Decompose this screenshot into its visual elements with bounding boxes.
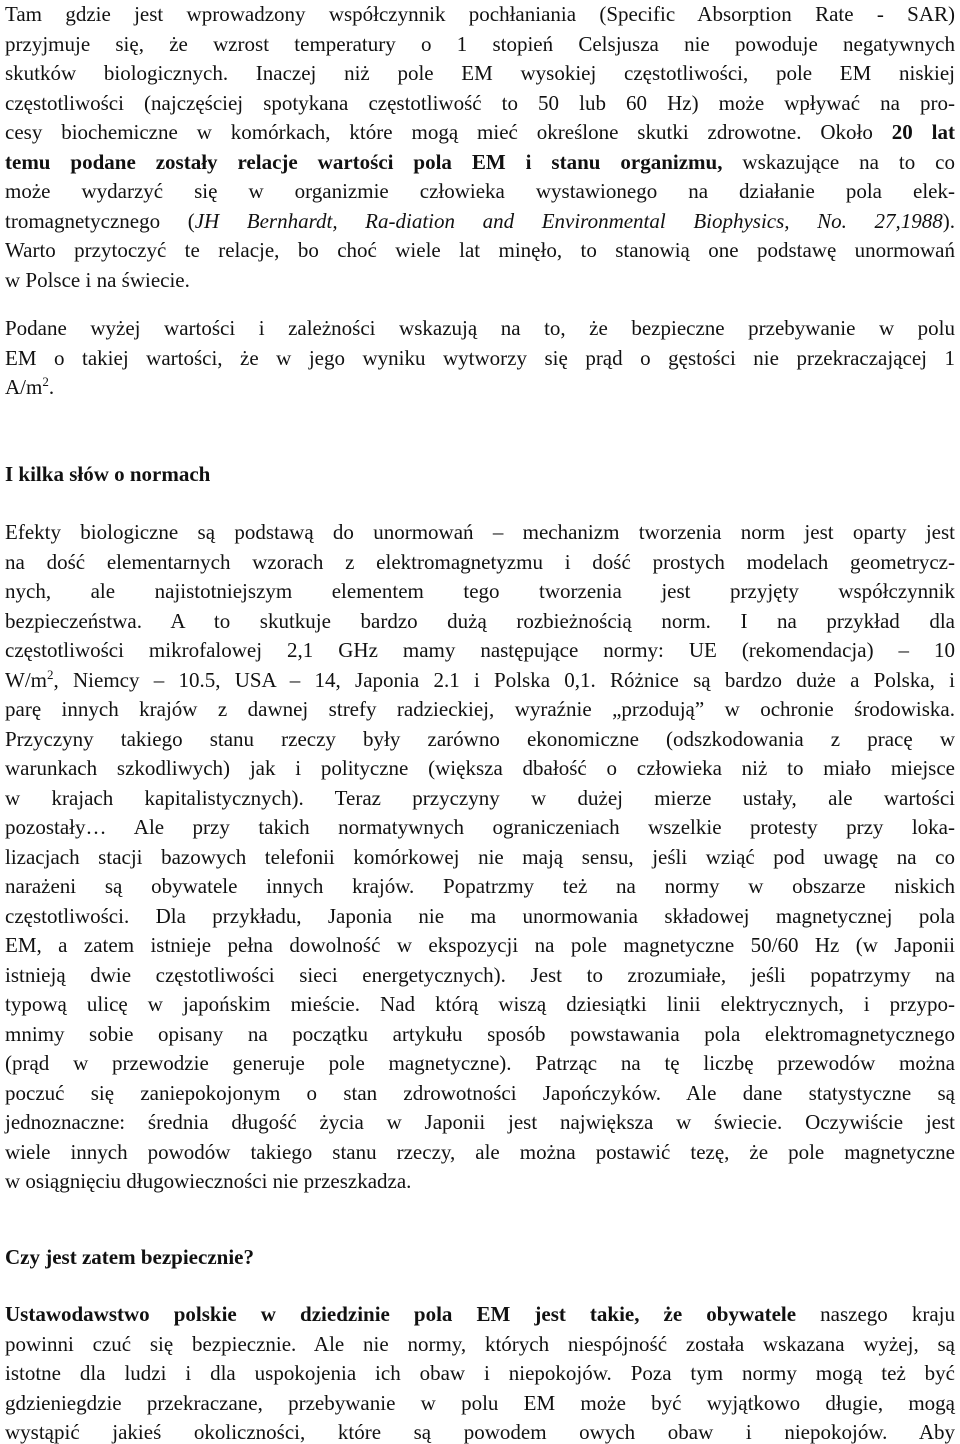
text-run: . [48, 375, 55, 399]
text-line [5, 148, 955, 178]
text-line: istotne dla ludzi i dla uspokojenia ich obaw i niepokojów. Poza tym normy mogą też być [5, 1361, 955, 1385]
text-line: częstotliwości. Dla przykładu, Japonia nie ma unormowania składowej magnetycznej pola [5, 903, 955, 928]
paragraph-sar-and-low-frequency [5, 0, 955, 295]
text-line: jednoznaczne: średnia długość życia w Japonii jest największa w świecie. Oczywiście jest [5, 1110, 955, 1134]
superscript: 2 [47, 666, 54, 682]
text-run: naszego kraju [796, 1302, 955, 1326]
text-run: tromagnetycznego ( [5, 208, 195, 233]
text-line: poczuć się zaniepokojonym o stan zdrowotności Japończyków. Ale dane statystyczne są [5, 1080, 955, 1105]
text-line: istnieją dwie częstotliwości sieci energetycznych). Jest to zrozumiałe, jeśli popatrzymy na [5, 962, 955, 987]
text-line: częstotliwości (najczęściej spotykana częstotliwość to 50 lub 60 Hz) może wpływać na pro- [5, 90, 955, 115]
bold-run: temu podane zostały relacje wartości pola EM i stanu organizmu, [5, 149, 723, 174]
text-run: , Niemcy – 10.5, USA – 14, Japonia 2.1 i Polska 0,1. Różnice są bardzo duże a Polska, i [53, 667, 955, 692]
text-line: na dość elementarnych wzorach z elektromagnetyzmu i dość prostych modelach geometrycz- [5, 549, 955, 574]
text-run: A/m [5, 375, 43, 399]
text-line: wiele innych powodów takiego stanu rzeczy, ale można postawić tezę, że pole magnetyczne [5, 1139, 955, 1164]
text-line: nych, ale najistotniejszym elementem tego tworzenia jest przyjęty współczynnik [5, 579, 955, 603]
text-line: Warto przytoczyć te relacje, bo choć wiele lat minęło, to stanowią one podstawę unormowań [5, 238, 955, 262]
text-line [5, 373, 955, 403]
text-line: skutków biologicznych. Inaczej niż pole EM wysokiej częstotliwości, pole EM niskiej [5, 61, 955, 85]
bold-run: Ustawodawstwo polskie w dziedzinie pola EM jest takie, że obywatele [5, 1302, 797, 1326]
text-line: wystąpić jakieś okoliczności, które są powodem owych obaw i niepokojów. Aby [5, 1420, 955, 1444]
text-line: (prąd w przewodzie generuje pole magnetyczne). Patrząc na tę liczbę przewodów można [5, 1051, 955, 1075]
text-line [5, 207, 955, 237]
section-heading-norms: I kilka słów o normach [5, 462, 211, 486]
text-line: gdzieniegdzie przekraczane, przebywanie w polu EM może być wyjątkowo długie, mogą [5, 1390, 955, 1415]
text-line [5, 1300, 955, 1330]
text-line: w krajach kapitalistycznych). Teraz przyczyny w dużej mierze ustały, ale wartości [5, 785, 955, 810]
text-run: cesy biochemiczne w komórkach, które mogą mieć określone skutki zdrowotne. Około [5, 120, 892, 144]
text-line: powinni czuć się bezpiecznie. Ale nie normy, których niespójność została wskazana wyżej, są [5, 1331, 955, 1356]
bold-run: 20 lat [891, 120, 955, 144]
text-line: warunkach szkodliwych) jak i polityczne (większa dbałość o człowieka niż to miało miejsce [5, 756, 955, 780]
text-line: bezpieczeństwa. A to skutkuje bardzo dużą rozbieżnością norm. I na przykład dla [5, 608, 955, 633]
superscript: 2 [42, 374, 49, 389]
text-line: EM, a zatem istnieje pełna dowolność w ekspozycji na pole magnetyczne 50/60 Hz (w Japonii [5, 933, 955, 957]
text-line: Przyczyny takiego stanu rzeczy były zarówno ekonomiczne (odszkodowania z pracę w [5, 726, 955, 751]
paragraph-norms [5, 518, 955, 1197]
paragraph-legislation [5, 1300, 955, 1444]
text-line: EM o takiej wartości, że w jego wyniku wytworzy się prąd o gęstości nie przekraczającej 1 [5, 345, 955, 370]
text-line: narażeni są obywatele innych krajów. Popatrzmy też na normy w obszarze niskich [5, 874, 955, 898]
text-line: Tam gdzie jest wprowadzony współczynnik pochłaniania (Specific Absorption Rate - SAR) [5, 2, 955, 26]
text-line: w Polsce i na świecie. [5, 267, 190, 292]
text-line: częstotliwości mikrofalowej 2,1 GHz mamy następujące normy: UE (rekomendacja) – 10 [5, 638, 955, 662]
text-line: Efekty biologiczne są podstawą do unormowań – mechanizm tworzenia norm jest oparty jest [5, 520, 955, 544]
text-line: pozostały… Ale przy takich normatywnych ograniczeniach wszelkie protesty przy loka- [5, 815, 955, 839]
paragraph-current-density [5, 314, 955, 403]
text-line: przyjmuje się, że wzrost temperatury o 1 stopień Celsjusza nie powoduje negatywnych [5, 31, 955, 56]
text-line: mnimy sobie opisany na początku artykułu sposób powstawania pola elektromagnetycznego [5, 1021, 955, 1046]
text-run: ). [942, 208, 956, 233]
text-run: W/m [5, 667, 47, 692]
text-line: parę innych krajów z dawnej strefy radzieckiej, wyraźnie „przodują” w ochronie środowiska. [5, 697, 955, 721]
text-run: wskazujące na to co [722, 149, 955, 174]
text-line [5, 118, 955, 148]
text-line: w osiągnięciu długowieczności nie przeszkadza. [5, 1169, 412, 1193]
citation-italic: JH Bernhardt, Ra-diation and Environmental Biophysics, No. 27,1988 [194, 208, 943, 233]
text-line: może wydarzyć się w organizmie człowieka wystawionego na działanie pola elek- [5, 179, 955, 203]
text-line: Podane wyżej wartości i zależności wskazują na to, że bezpieczne przebywanie w polu [5, 316, 955, 340]
text-line [5, 666, 955, 696]
section-heading-is-it-safe: Czy jest zatem bezpiecznie? [5, 1245, 254, 1269]
text-line: typową ulicę w japońskim mieście. Nad którą wiszą dziesiątki linii elektrycznych, i przypo- [5, 992, 955, 1016]
text-line: lizacjach stacji bazowych telefonii komórkowej nie mają sensu, jeśli wziąć pod uwagę na co [5, 844, 955, 869]
